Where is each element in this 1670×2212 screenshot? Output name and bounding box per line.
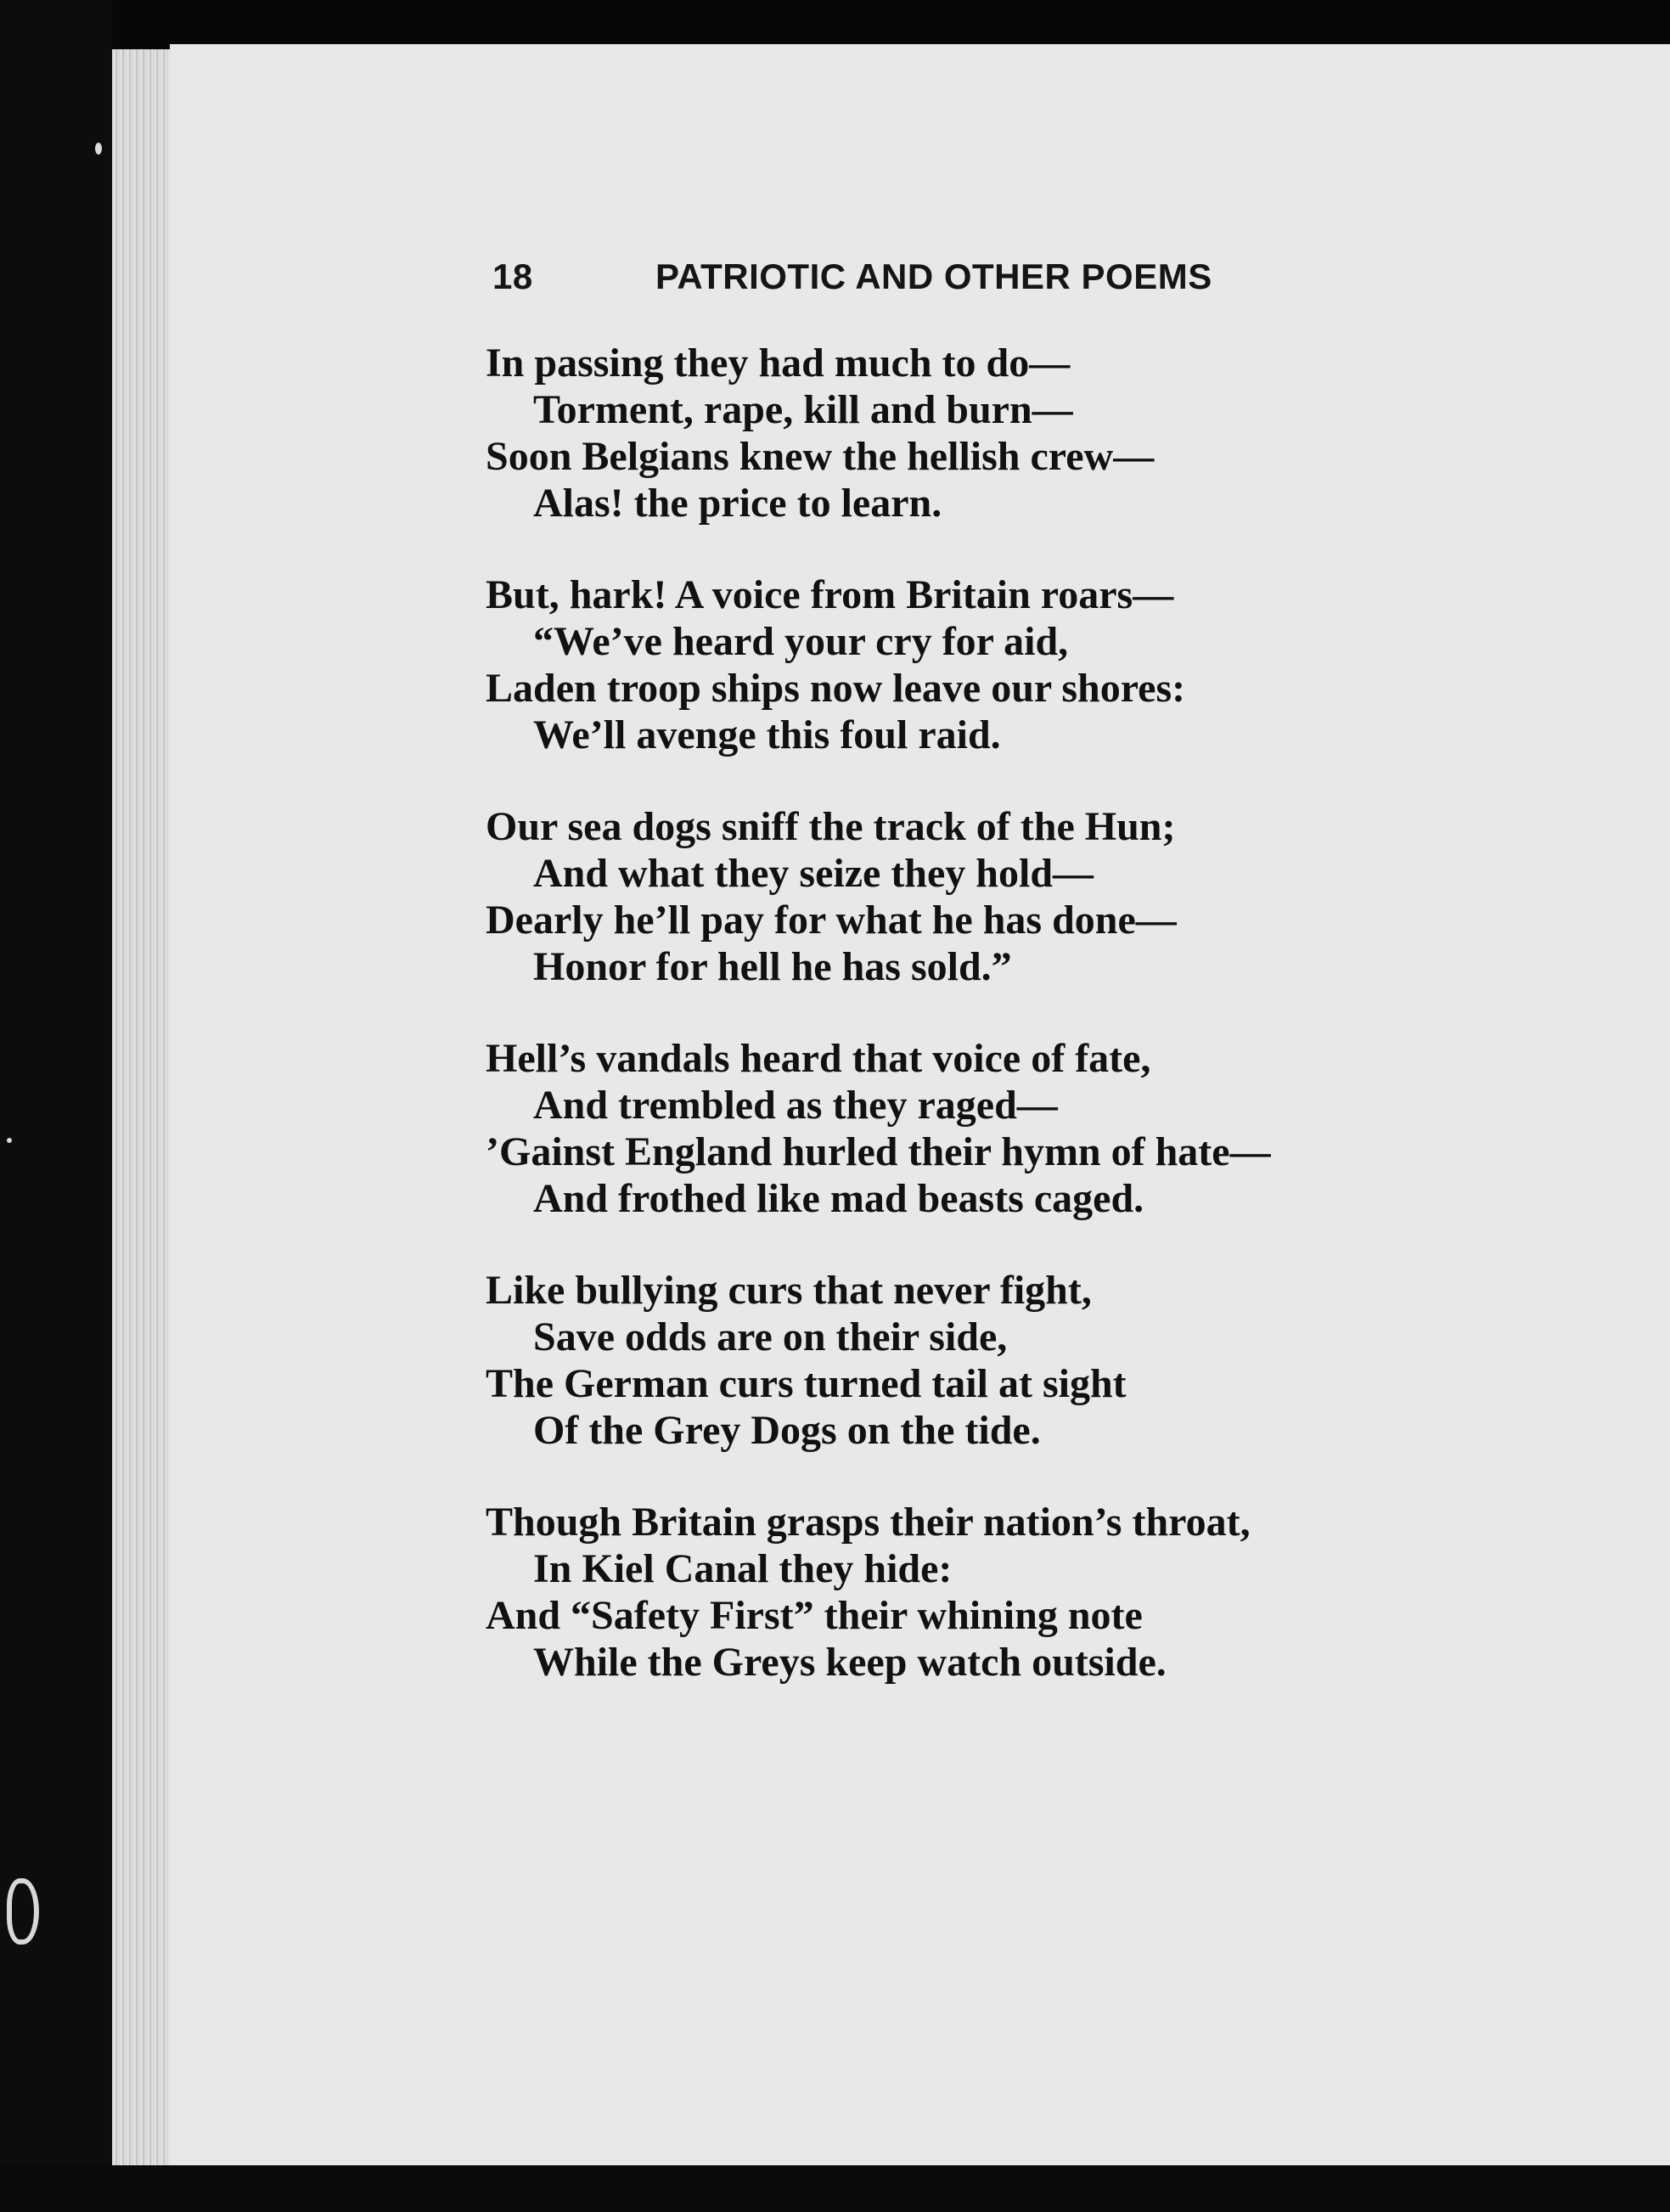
verse-line: The German curs turned tail at sight bbox=[486, 1361, 1127, 1406]
running-title: PATRIOTIC AND OTHER POEMS bbox=[655, 256, 1212, 296]
stanza bbox=[486, 1035, 1504, 1222]
verse-line: Laden troop ships now leave our shores: bbox=[486, 666, 1186, 711]
verse-line: Dearly he’ll pay for what he has done— bbox=[486, 898, 1177, 943]
binding-clip-mark bbox=[7, 1878, 39, 1945]
page-header bbox=[492, 256, 1341, 307]
verse-line: In Kiel Canal they hide: bbox=[533, 1546, 953, 1591]
verse-line: And trembled as they raged— bbox=[533, 1083, 1058, 1128]
verse-line: While the Greys keep watch outside. bbox=[533, 1640, 1167, 1685]
verse-line: And what they seize they hold— bbox=[533, 851, 1094, 896]
poem-text bbox=[486, 340, 1504, 1731]
stanza bbox=[486, 803, 1504, 990]
verse-line: Save odds are on their side, bbox=[533, 1314, 1008, 1359]
stanza bbox=[486, 1267, 1504, 1454]
verse-line: Of the Grey Dogs on the tide. bbox=[533, 1408, 1041, 1453]
verse-line: Honor for hell he has sold.” bbox=[533, 944, 1012, 989]
verse-line: Our sea dogs sniff the track of the Hun; bbox=[486, 804, 1176, 849]
verse-line: In passing they had much to do— bbox=[486, 341, 1071, 386]
verse-line: Soon Belgians knew the hellish crew— bbox=[486, 434, 1155, 479]
verse-line: Alas! the price to learn. bbox=[533, 481, 942, 526]
verse-line: And “Safety First” their whining note bbox=[486, 1593, 1143, 1638]
verse-line: Hell’s vandals heard that voice of fate, bbox=[486, 1036, 1151, 1081]
scan-border-top bbox=[0, 0, 1670, 49]
verse-line: We’ll avenge this foul raid. bbox=[533, 712, 1001, 757]
stanza bbox=[486, 1499, 1504, 1686]
verse-line: Like bullying curs that never fight, bbox=[486, 1268, 1092, 1313]
page-number: 18 bbox=[492, 256, 533, 296]
verse-line: But, hark! A voice from Britain roars— bbox=[486, 572, 1174, 617]
scan-speck bbox=[7, 1138, 12, 1143]
stanza bbox=[486, 571, 1504, 758]
verse-line: “We’ve heard your cry for aid, bbox=[533, 619, 1069, 664]
stanza bbox=[486, 340, 1504, 526]
scan-speck bbox=[95, 143, 102, 155]
verse-line: And frothed like mad beasts caged. bbox=[533, 1176, 1144, 1221]
verse-line: Torment, rape, kill and burn— bbox=[533, 387, 1073, 432]
verse-line: ’Gainst England hurled their hymn of hate— bbox=[486, 1129, 1271, 1174]
scan-border-bottom bbox=[0, 2165, 1670, 2212]
verse-line: Though Britain grasps their nation’s throat, bbox=[486, 1500, 1251, 1545]
